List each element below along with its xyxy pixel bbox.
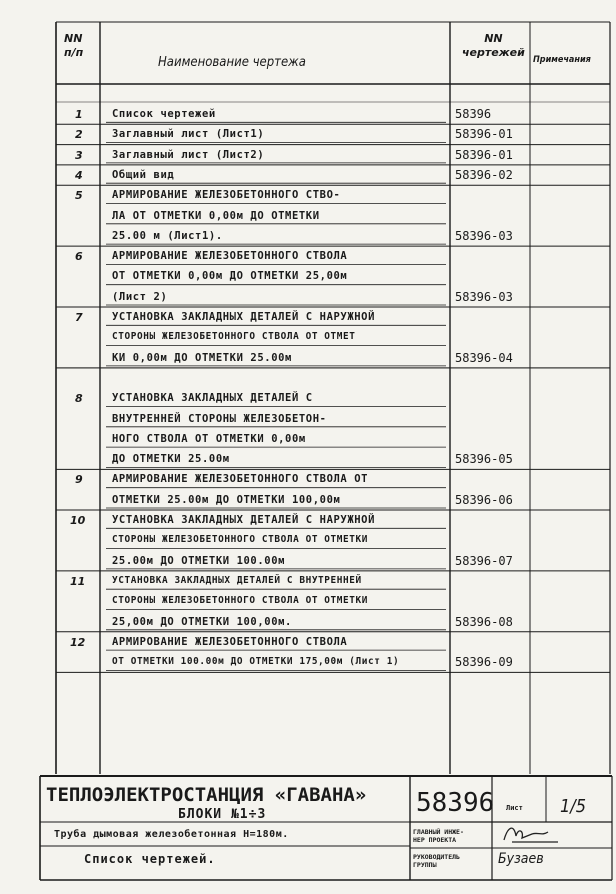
drawing-code: 58396-07 [455,553,513,568]
drawing-title-line: СТОРОНЫ ЖЕЛЕЗОБЕТОННОГО СТВОЛА ОТ ОТМЕТКИ [112,595,369,607]
stamp-role-chief-engineer: ГЛАВНЫЙ ИНЖЕ- НЕР ПРОЕКТА [413,828,464,844]
drawing-title-line: (Лист 2) [112,290,168,303]
drawing-code: 58396 [455,107,492,121]
drawing-number: 1 [75,108,83,121]
stamp-object: Труба дымовая железобетонная Н=180м. [54,829,289,840]
drawing-title-line: Заглавный лист (Лист1) [112,128,265,141]
drawing-number: 10 [70,514,86,527]
drawing-title-line: СТОРОНЫ ЖЕЛЕЗОБЕТОННОГО СТВОЛА ОТ ОТМЕТ [112,331,356,343]
drawing-title-line: Заглавный лист (Лист2) [112,148,265,161]
stamp-sheet-label: Лист [506,804,523,812]
drawing-title-line: АРМИРОВАНИЕ ЖЕЛЕЗОБЕТОННОГО СТВОЛА [112,635,348,648]
drawing-title-line: АРМИРОВАНИЕ ЖЕЛЕЗОБЕТОННОГО СТВО- [112,189,341,202]
header-col-code: NN чертежей [462,32,525,59]
drawing-number: 4 [75,168,83,182]
drawing-number: 2 [75,128,83,142]
drawing-title-line: УСТАНОВКА ЗАКЛАДНЫХ ДЕТАЛЕЙ С НАРУЖНОЙ [112,311,376,323]
stamp-code: 58396 [416,788,495,818]
stamp-project: ТЕПЛОЭЛЕКТРОСТАНЦИЯ «ГАВАНА» [46,784,367,806]
drawing-title-line: СТОРОНЫ ЖЕЛЕЗОБЕТОННОГО СТВОЛА ОТ ОТМЕТКИ [112,534,369,546]
drawing-number: 8 [75,392,83,406]
header-col-name: Наименование чертежа [158,55,306,70]
stamp-sheet-title: Список чертежей. [84,852,216,866]
drawing-code: 58396-01 [455,147,513,162]
drawing-code: 58396-08 [455,614,513,629]
drawing-title-line: ОТМЕТКИ 25.00м ДО ОТМЕТКИ 100,00м [112,493,341,506]
drawing-code: 58396-01 [455,127,513,142]
drawing-title-line: ОТ ОТМЕТКИ 100.00м ДО ОТМЕТКИ 175,00м (Лист 1) [112,656,400,668]
drawing-title-line: 25,00м ДО ОТМЕТКИ 100,00м. [112,615,292,628]
drawing-title-line: 25.00 м (Лист1). [112,229,223,242]
drawing-code: 58396-04 [455,350,513,365]
signature-group-leader: Бузаев [498,851,544,867]
drawing-title-line: УСТАНОВКА ЗАКЛАДНЫХ ДЕТАЛЕЙ С НАРУЖНОЙ [112,514,376,526]
drawing-title-line: АРМИРОВАНИЕ ЖЕЛЕЗОБЕТОННОГО СТВОЛА ОТ [112,473,369,486]
drawing-title-line: Список чертежей [112,108,216,120]
drawing-number: 5 [75,189,83,203]
drawing-title-line: НОГО СТВОЛА ОТ ОТМЕТКИ 0,00м [112,432,306,445]
drawing-code: 58396-05 [455,452,513,467]
stamp-sheet-number: 1/5 [560,796,587,817]
header-col-note: Примечания [533,55,591,65]
drawing-code: 58396-09 [455,655,513,670]
drawing-title-line: ЛА ОТ ОТМЕТКИ 0,00м ДО ОТМЕТКИ [112,209,320,222]
drawing-title-line: УСТАНОВКА ЗАКЛАДНЫХ ДЕТАЛЕЙ С [112,392,313,405]
drawing-number: 12 [70,635,86,649]
drawing-title-line: АРМИРОВАНИЕ ЖЕЛЕЗОБЕТОННОГО СТВОЛА [112,250,348,263]
drawing-number: 9 [75,473,83,487]
stamp-role-group-leader: РУКОВОДИТЕЛЬ ГРУППЫ [413,853,460,869]
drawing-code: 58396-03 [455,289,513,304]
drawing-title-line: 25.00м ДО ОТМЕТКИ 100.00м [112,554,286,567]
stamp-blocks: БЛОКИ №1÷3 [178,807,267,822]
drawing-number: 6 [75,250,83,264]
drawing-number: 7 [75,311,83,324]
drawing-title-line: Общий вид [112,168,175,181]
drawing-title-line: УСТАНОВКА ЗАКЛАДНЫХ ДЕТАЛЕЙ С ВНУТРЕННЕЙ [112,574,362,586]
drawing-code: 58396-06 [455,492,513,507]
drawing-code: 58396-02 [455,167,513,182]
drawing-title-line: ОТ ОТМЕТКИ 0,00м ДО ОТМЕТКИ 25,00м [112,270,348,283]
drawing-title-line: КИ 0,00м ДО ОТМЕТКИ 25.00м [112,351,292,364]
drawing-title-line: ДО ОТМЕТКИ 25.00м [112,453,230,466]
signature-chief-engineer [498,822,568,846]
drawing-title-line: ВНУТРЕННЕЙ СТОРОНЫ ЖЕЛЕЗОБЕТОН- [112,412,327,425]
drawing-number: 3 [75,148,83,162]
drawing-code: 58396-03 [455,228,513,243]
drawing-number: 11 [70,574,86,588]
header-col-num: NN п/п [64,32,84,59]
